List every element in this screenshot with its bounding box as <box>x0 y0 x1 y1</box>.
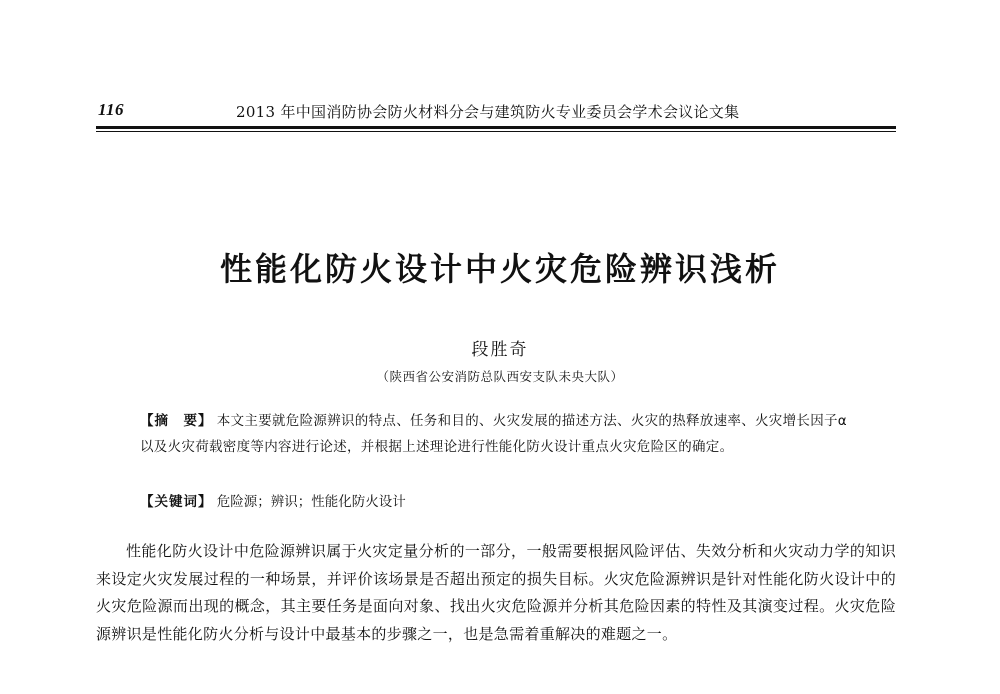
article-title: 性能化防火设计中火灾危险辨识浅析 <box>219 250 780 288</box>
page-header <box>96 100 896 122</box>
header-rule-thin <box>96 131 896 132</box>
body-paragraph: 性能化防火设计中危险源辨识属于火灾定量分析的一部分，一般需要根据风险评估、失效分析和火灾动力学的知识来设定火灾发展过程的一种场景，并评价该场景是否超出预定的损失目标。火灾危险源辨识是针对性能化防火设计中的火灾危险源而出现的概念，其主要任务是面向对象、找出火灾危险源并分析其危险因素的特性及其演变过程。火灾危险源辨识是性能化防火分析与设计中最基本的步骤之一，也是急需着重解决的难题之一。 <box>96 542 896 643</box>
page-number: 116 <box>98 100 125 119</box>
keywords <box>140 491 860 513</box>
author-affiliation: （陕西省公安消防总队西安支队未央大队） <box>376 369 624 384</box>
abstract-label: 【摘 要】 <box>140 413 213 429</box>
header-rule-thick <box>96 126 896 129</box>
keywords-label: 【关键词】 <box>140 494 213 510</box>
running-head: 2013 年中国消防协会防火材料分会与建筑防火专业委员会学术会议论文集 <box>236 103 740 121</box>
abstract-text: 本文主要就危险源辨识的特点、任务和目的、火灾发展的描述方法、火灾的热释放速率、火灾增长因子α以及火灾荷载密度等内容进行论述，并根据上述理论进行性能化防火设计重点火灾危险区的确定。 <box>140 413 847 455</box>
keywords-text: 危险源；辨识；性能化防火设计 <box>216 494 406 510</box>
abstract <box>140 408 860 460</box>
article-author: 段胜奇 <box>471 340 529 360</box>
